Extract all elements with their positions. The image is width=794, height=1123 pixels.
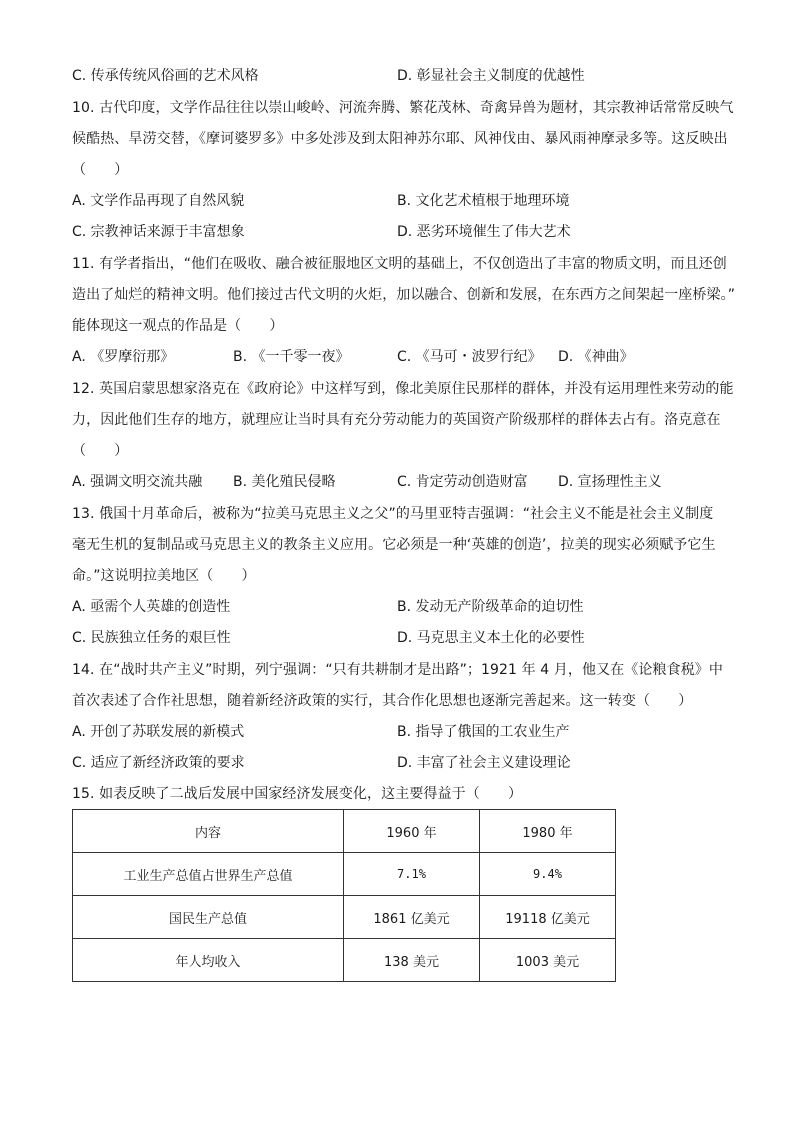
- q9-option-c: C. 传承传统风俗画的艺术风格: [72, 68, 259, 84]
- q13-option-a: A. 亟需个人英雄的创造性: [72, 599, 231, 615]
- q12-option-c: C. 肯定劳动创造财富: [397, 474, 528, 490]
- q10-stem-line-3: （ ）: [72, 162, 129, 178]
- table-row: [73, 853, 616, 896]
- table-header-cell: 1960 年: [344, 810, 480, 853]
- q14-stem-line-2: 首次表述了合作社思想，随着新经济政策的实行，其合作化思想也逐渐完善起来。这一转变（ ）: [72, 693, 693, 709]
- q14-stem-line-1: 14. 在“战时共产主义”时期，列宁强调：“只有共耕制才是出路”；1921 年 4 月，他又在《论粮食税》中: [72, 662, 724, 678]
- q12-option-b: B. 美化殖民侵略: [233, 474, 336, 490]
- q11-stem-line-1: 11. 有学者指出，“他们在吸收、融合被征服地区文明的基础上，不仅创造出了丰富的物质文明，而且还创: [72, 256, 727, 272]
- q11-option-b: B. 《一千零一夜》: [233, 349, 350, 365]
- q14-option-c: C. 适应了新经济政策的要求: [72, 755, 245, 771]
- q10-option-d: D. 恶劣环境催生了伟大艺术: [397, 224, 571, 240]
- table-cell: 1003 美元: [480, 939, 616, 982]
- table-row: [73, 939, 616, 982]
- table-cell: 138 美元: [344, 939, 480, 982]
- q11-option-a: A. 《罗摩衍那》: [72, 349, 175, 365]
- q13-option-b: B. 发动无产阶级革命的迫切性: [397, 599, 584, 615]
- q14-option-d: D. 丰富了社会主义建设理论: [397, 755, 571, 771]
- q12-option-a: A. 强调文明交流共融: [72, 474, 203, 490]
- economic-data-table: [72, 809, 616, 982]
- table-cell: 19118 亿美元: [480, 896, 616, 939]
- q10-stem-line-2: 候酷热、旱涝交替，《摩诃婆罗多》中多处涉及到太阳神苏尔耶、风神伐由、暴风雨神摩录多等。这反映出: [72, 131, 728, 147]
- q14-option-a: A. 开创了苏联发展的新模式: [72, 724, 245, 740]
- q15-stem: 15. 如表反映了二战后发展中国家经济发展变化，这主要得益于（ ）: [72, 786, 523, 802]
- table-cell: 7.1%: [344, 853, 480, 896]
- table-cell: 工业生产总值占世界生产总值: [73, 853, 344, 896]
- q12-stem-line-3: （ ）: [72, 443, 129, 459]
- q11-option-c: C. 《马可・波罗行纪》: [397, 349, 542, 365]
- q13-stem-line-1: 13. 俄国十月革命后，被称为“拉美马克思主义之父”的马里亚特吉强调：“社会主义不能是社会主义制度: [72, 506, 714, 522]
- table-header-row: [73, 810, 616, 853]
- table-header-cell: 内容: [73, 810, 344, 853]
- q13-option-d: D. 马克思主义本土化的必要性: [397, 630, 585, 646]
- q10-stem-line-1: 10. 古代印度，文学作品往往以崇山峻岭、河流奔腾、繁花茂林、奇禽异兽为题材，其宗教神话常常反映气: [72, 100, 734, 116]
- q13-stem-line-3: 命。”这说明拉美地区（ ）: [72, 568, 256, 584]
- table-cell: 国民生产总值: [73, 896, 344, 939]
- q11-option-d: D. 《神曲》: [558, 349, 634, 365]
- table-cell: 年人均收入: [73, 939, 344, 982]
- table-cell: 9.4%: [480, 853, 616, 896]
- q11-stem-line-2: 造出了灿烂的精神文明。他们接过古代文明的火炬，加以融合、创新和发展，在东西方之间架起一座桥梁。”: [72, 287, 736, 303]
- q12-stem-line-2: 力，因此他们生存的地方，就理应让当时具有充分劳动能力的英国资产阶级那样的群体去占有。洛克意在: [72, 412, 721, 428]
- q11-stem-line-3: 能体现这一观点的作品是（ ）: [72, 318, 284, 334]
- q9-option-d: D. 彰显社会主义制度的优越性: [397, 68, 585, 84]
- q10-option-c: C. 宗教神话来源于丰富想象: [72, 224, 245, 240]
- q10-option-b: B. 文化艺术植根于地理环境: [397, 193, 570, 209]
- q13-option-c: C. 民族独立任务的艰巨性: [72, 630, 231, 646]
- q13-stem-line-2: 毫无生机的复制品或马克思主义的教条主义应用。它必须是一种‘英雄的创造’，拉美的现实必须赋予它生: [72, 537, 716, 553]
- q14-option-b: B. 指导了俄国的工农业生产: [397, 724, 570, 740]
- q12-stem-line-1: 12. 英国启蒙思想家洛克在《政府论》中这样写到，像北美原住民那样的群体，并没有运用理性来劳动的能: [72, 381, 734, 397]
- table-row: [73, 896, 616, 939]
- q12-option-d: D. 宣扬理性主义: [558, 474, 662, 490]
- q10-option-a: A. 文学作品再现了自然风貌: [72, 193, 245, 209]
- table-header-cell: 1980 年: [480, 810, 616, 853]
- table-cell: 1861 亿美元: [344, 896, 480, 939]
